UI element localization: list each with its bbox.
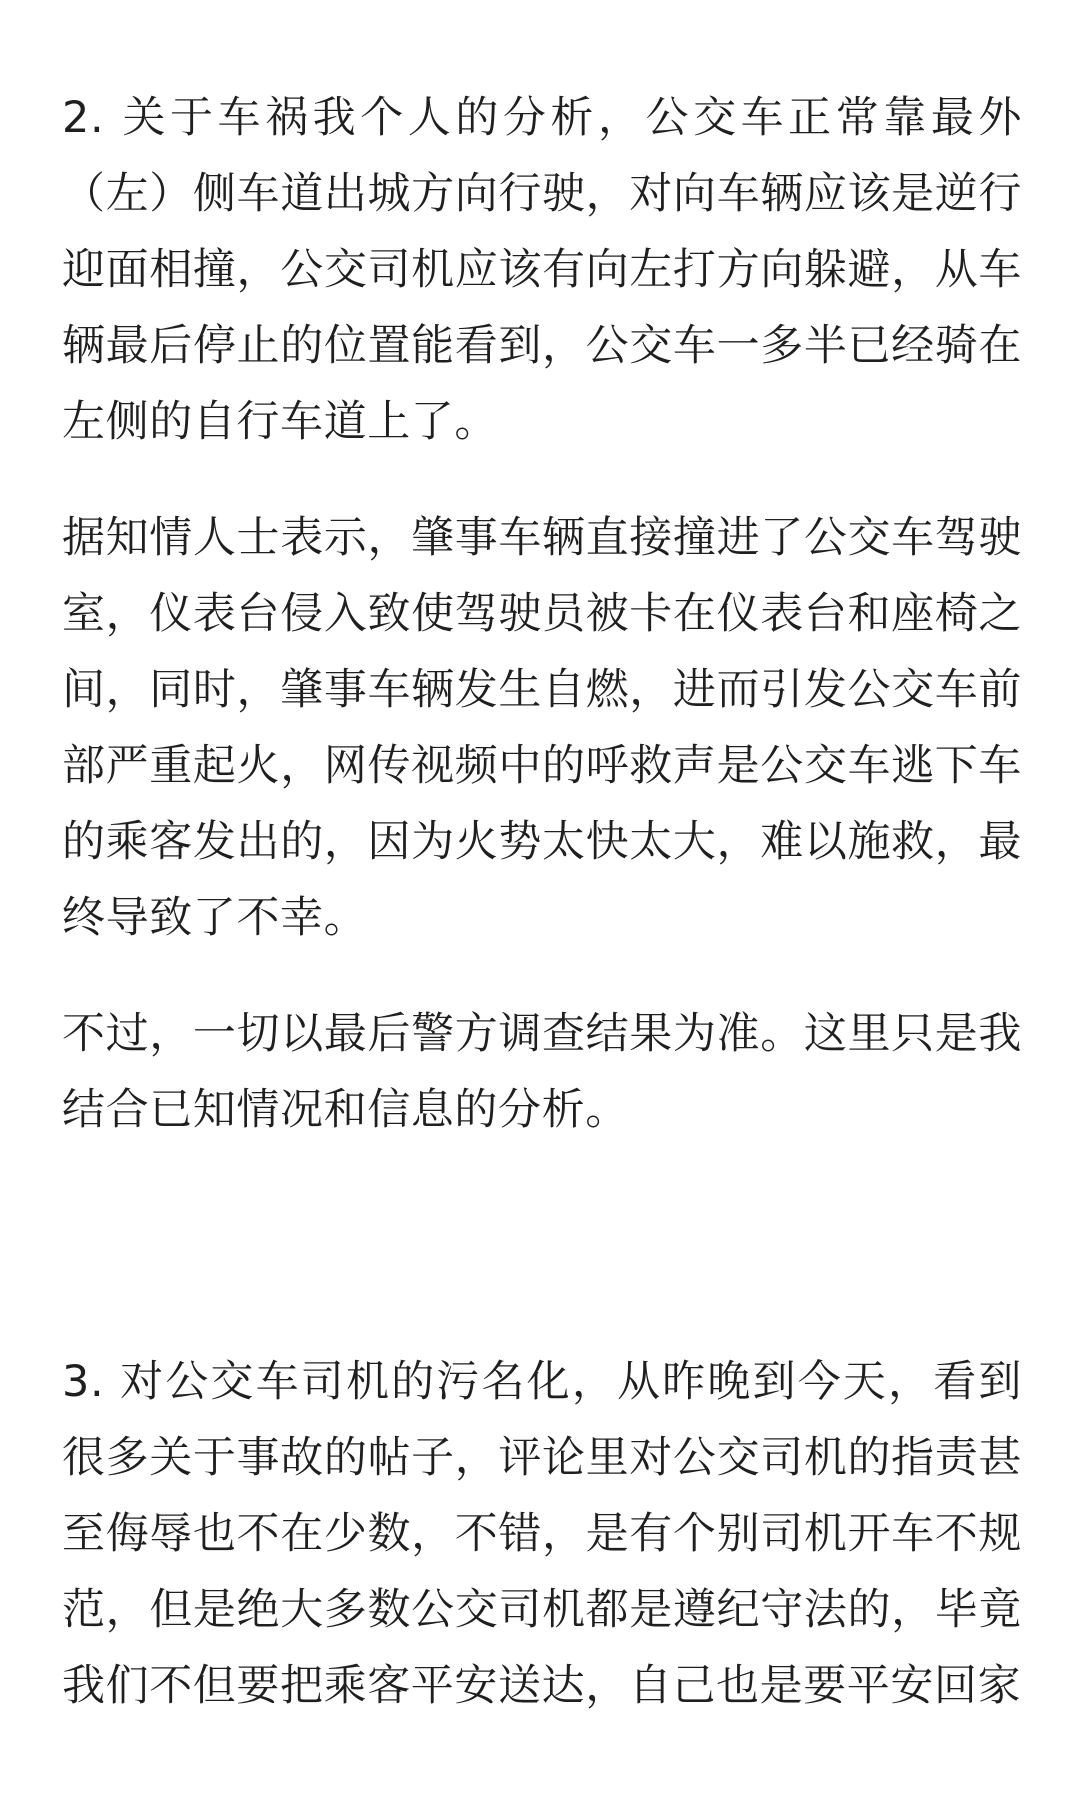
paragraph-driver-stigma: 3. 对公交车司机的污名化，从昨晚到今天，看到很多关于事故的帖子，评论里对公交司机的指责甚至侮辱也不在少数，不错，是有个别司机开车不规范，但是绝大多数公交司机都是遵纪守法的，毕竟我们不但要把乘客平安送达，自己也是要平安回家	[62, 1357, 1022, 1711]
paragraph-insider-account: 据知情人士表示，肇事车辆直接撞进了公交车驾驶室，仪表台侵入致使驾驶员被卡在仪表台和座椅之间，同时，肇事车辆发生自燃，进而引发公交车前部严重起火，网传视频中的呼救声是公交车逃下车的乘客发出的，因为火势太快太大，难以施救，最终导致了不幸。	[62, 513, 1022, 943]
article-body	[62, 80, 1022, 1724]
paragraph-disclaimer: 不过，一切以最后警方调查结果为准。这里只是我结合已知情况和信息的分析。	[62, 1009, 1022, 1135]
paragraph-accident-analysis: 2. 关于车祸我个人的分析，公交车正常靠最外（左）侧车道出城方向行驶，对向车辆应该是逆行迎面相撞，公交司机应该有向左打方向躲避，从车辆最后停止的位置能看到，公交车一多半已经骑在左侧的自行车道上了。	[62, 93, 1022, 447]
